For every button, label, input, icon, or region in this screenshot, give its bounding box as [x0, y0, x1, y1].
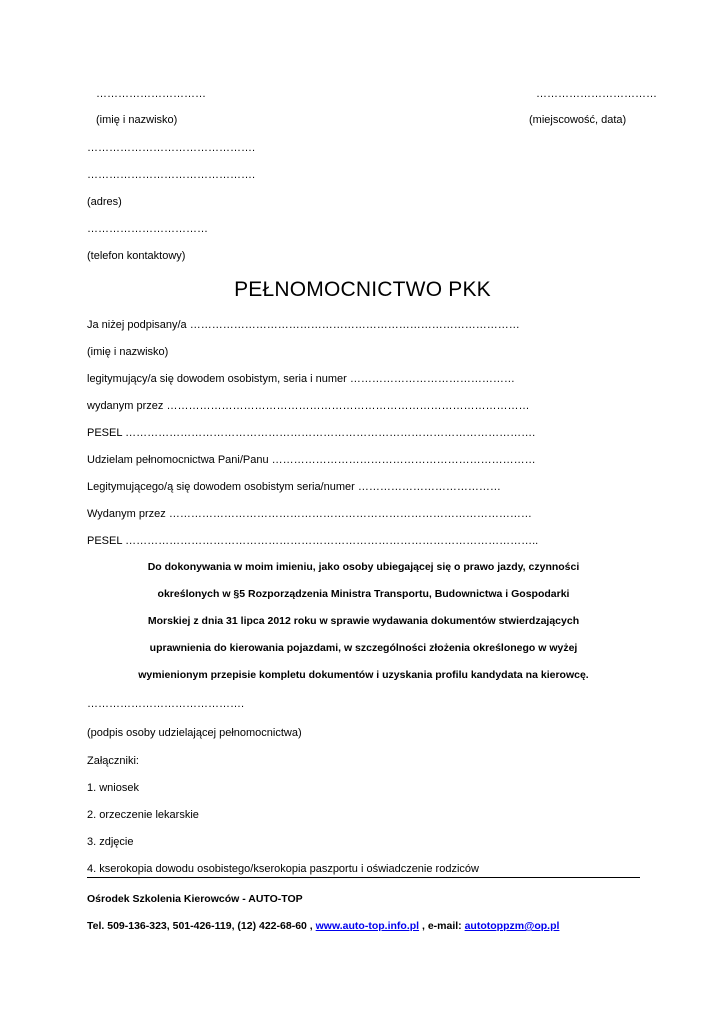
attachment-item: 2. orzeczenie lekarskie: [87, 809, 199, 821]
document-title: PEŁNOMOCNICTWO PKK: [234, 278, 491, 301]
principal-pesel-line: PESEL ………………………………………………………………………………………………….: [87, 427, 536, 439]
attorney-name-line: Udzielam pełnomocnictwa Pani/Panu ………………………………………………………………: [87, 454, 536, 466]
email-prefix: , e-mail:: [421, 920, 462, 932]
phone-dots: ……………………………: [87, 223, 208, 235]
statement-line: Do dokonywania w moim imieniu, jako osoby ubiegającej się o prawo jazdy, czynności: [147, 561, 580, 573]
phone-numbers: Tel. 509-136-323, 501-426-119, (12) 422-68-60 ,: [87, 920, 313, 932]
place-date-label: (miejscowość, data): [529, 114, 627, 126]
principal-name-line: Ja niżej podpisany/a ………………………………………………………………………………: [87, 319, 520, 331]
attorney-id-line: Legitymującego/ą się dowodem osobistym seria/numer …………………………………: [87, 481, 501, 493]
statement-line: określonych w §5 Rozporządzenia Ministra Transportu, Budownictwa i Gospodarki: [157, 588, 570, 600]
statement-line: uprawnienia do kierowania pojazdami, w szczególności złożenia określonego w wyżej: [149, 642, 578, 654]
phone-label: (telefon kontaktowy): [87, 250, 186, 262]
company-name: Ośrodek Szkolenia Kierowców - AUTO-TOP: [87, 893, 303, 905]
principal-id-line: legitymujący/a się dowodem osobistym, seria i numer ………………………………………: [87, 373, 515, 385]
principal-issued-by-line: wydanym przez ………………………………………………………………………………………: [87, 400, 530, 412]
website-link[interactable]: www.auto-top.info.pl: [315, 920, 420, 932]
statement-line: Morskiej z dnia 31 lipca 2012 roku w sprawie wydawania dokumentów stwierdzających: [147, 615, 580, 627]
footer-divider: [87, 877, 640, 878]
email-link[interactable]: autotoppzm@op.pl: [464, 920, 560, 932]
contact-line: [87, 920, 559, 932]
name-dots: …………………………: [96, 88, 206, 100]
attachments-heading: Załączniki:: [87, 755, 139, 767]
address-label: (adres): [87, 196, 122, 208]
statement-line: wymienionym przepisie kompletu dokumentów i uzyskania profilu kandydata na kierowcę.: [138, 669, 589, 681]
attachment-item: 1. wniosek: [87, 782, 139, 794]
principal-name-label: (imię i nazwisko): [87, 346, 169, 358]
name-label: (imię i nazwisko): [96, 114, 178, 126]
attachment-item: 4. kserokopia dowodu osobistego/kserokopia paszportu i oświadczenie rodziców: [87, 863, 479, 875]
attorney-pesel-line: PESEL …………………………………………………………………………………………………..: [87, 535, 539, 547]
place-date-dots: ……………………………: [536, 88, 657, 100]
attorney-issued-by-line: Wydanym przez ………………………………………………………………………………………: [87, 508, 532, 520]
address-dots-1: ……………………………………….: [87, 142, 256, 154]
address-dots-2: ……………………………………….: [87, 169, 256, 181]
attachment-item: 3. zdjęcie: [87, 836, 134, 848]
signature-label: (podpis osoby udzielającej pełnomocnictwa): [87, 727, 302, 739]
signature-dots: …………………………………….: [87, 698, 245, 710]
